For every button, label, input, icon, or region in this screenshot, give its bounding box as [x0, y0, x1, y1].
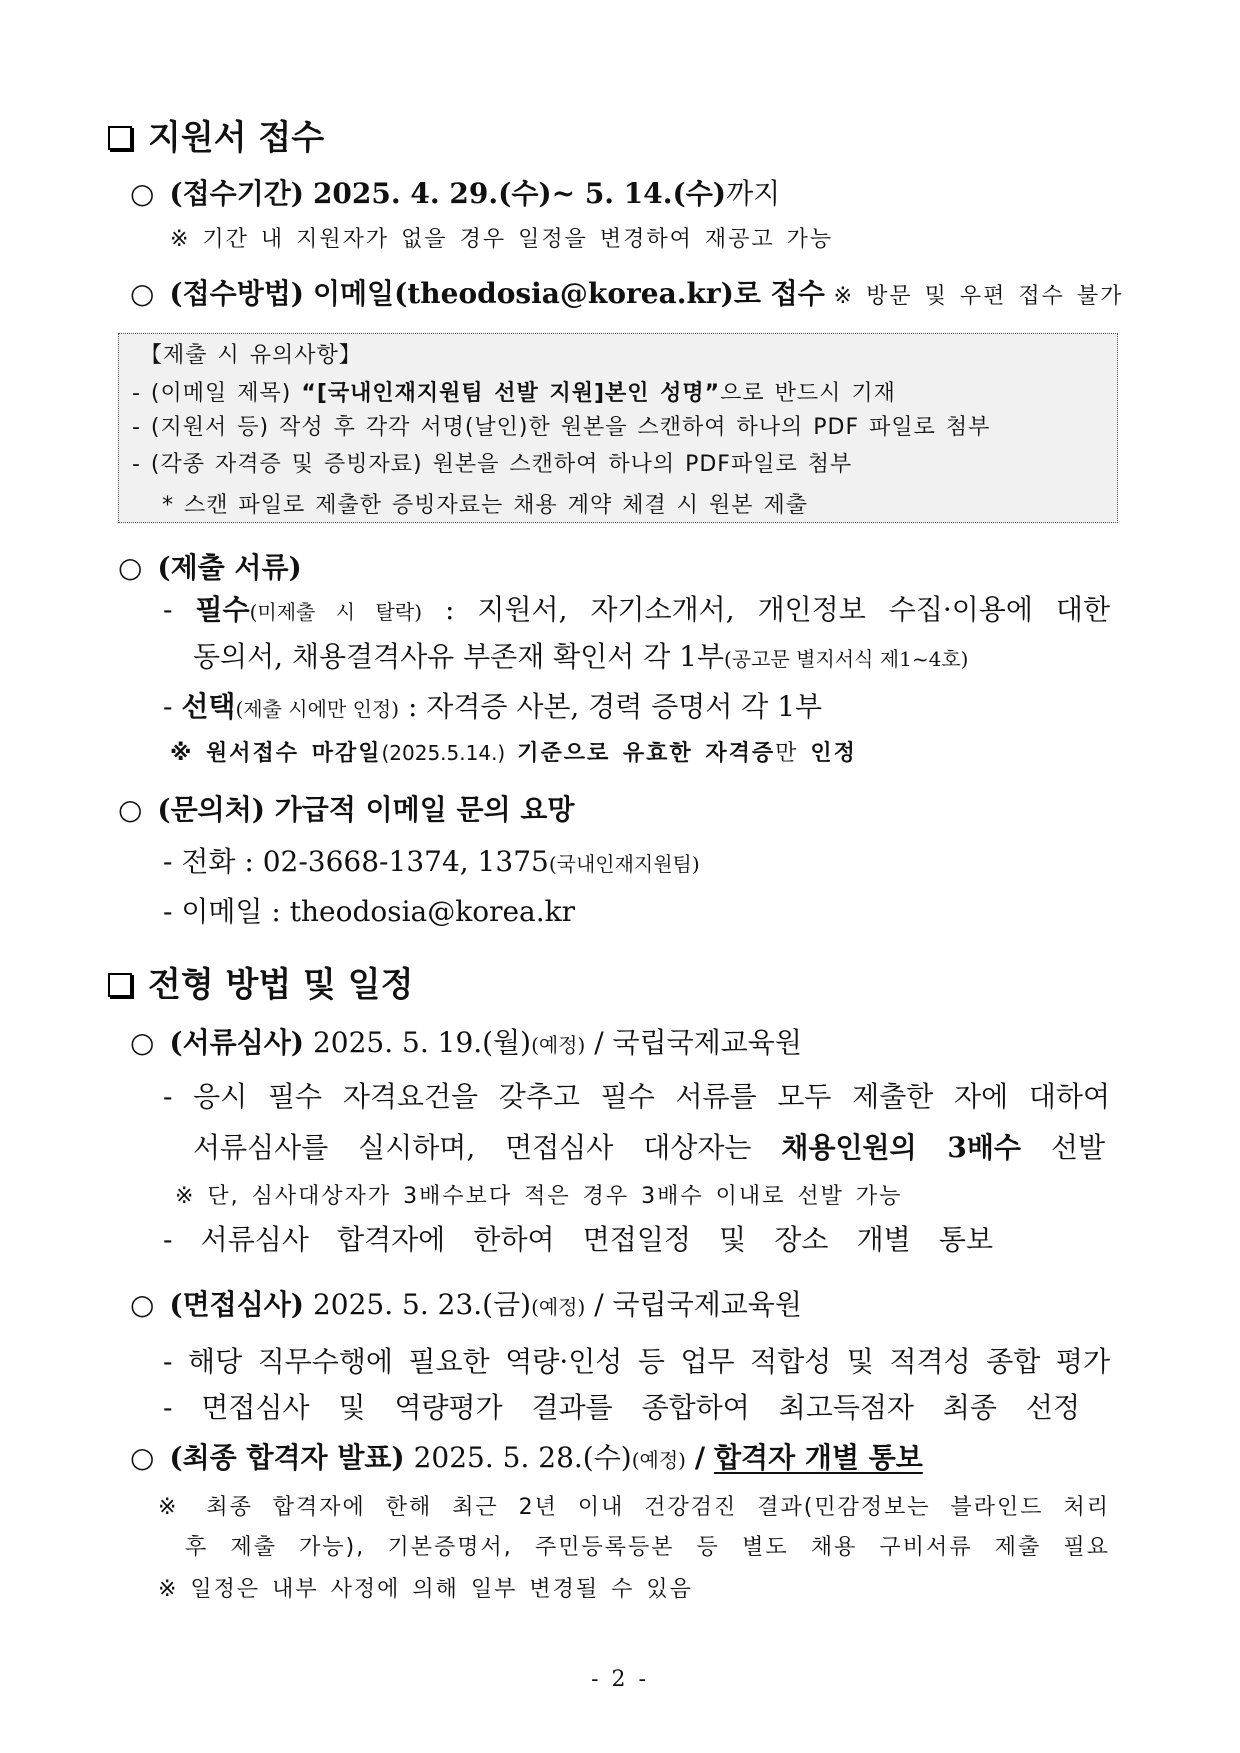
final-method: 합격자 개별 통보 — [714, 1441, 923, 1474]
review-line2-emphasis: 채용인원의 3배수 — [781, 1131, 1021, 1164]
dash: - — [163, 593, 173, 626]
page-number: - 2 - — [591, 1667, 649, 1692]
required-text: : 지원서, 자기소개서, 개인정보 수집·이용에 대한 — [445, 593, 1110, 626]
application-method — [130, 276, 1123, 312]
note-prefix: ※ 원서접수 마감일 — [170, 741, 382, 766]
interview-place: / 국립국제교육원 — [594, 1288, 802, 1321]
note-suffix: 인정 — [810, 741, 857, 766]
final-separator: / — [694, 1441, 706, 1474]
interview-line2: - 면접심사 및 역량평가 결과를 종합하여 최고득점자 최종 선정 — [163, 1391, 1080, 1424]
circle-bullet: ○ — [130, 277, 155, 310]
method-note: ※ 방문 및 우편 접수 불가 — [833, 284, 1124, 309]
section-heading-selection — [108, 965, 413, 1005]
note-mid: 기준으로 유효한 자격증 — [517, 741, 776, 766]
review-line2 — [193, 1130, 1105, 1166]
review-date: 2025. 5. 19.(월) — [312, 1026, 532, 1059]
documents-required-cont — [193, 639, 968, 677]
note-date: (2025.5.14.) — [381, 741, 506, 765]
final-date: 2025. 5. 28.(수) — [413, 1441, 632, 1474]
review-place: / 국립국제교육원 — [594, 1026, 802, 1059]
optional-text: : 자격증 사본, 경력 증명서 각 1부 — [407, 690, 823, 723]
circle-bullet: ○ — [130, 177, 155, 210]
circle-bullet: ○ — [130, 1026, 155, 1059]
notice-title: 【제출 시 유의사항】 — [140, 343, 362, 368]
period-dates: 2025. 4. 29.(수)~ 5. 14.(수) — [312, 177, 727, 210]
method-text: 이메일(theodosia@korea.kr)로 접수 — [312, 277, 825, 310]
notice-footnote: * 스캔 파일로 제출한 증빙자료는 채용 계약 체결 시 원본 제출 — [162, 493, 808, 518]
note-only: 만 — [775, 741, 799, 766]
final-status: (예정) — [631, 1448, 686, 1472]
review-line2-prefix: 서류심사를 실시하며, 면접심사 대상자는 — [193, 1131, 752, 1164]
final-note1: ※ 최종 합격자에 한해 최근 2년 이내 건강검진 결과(민감정보는 블라인드 처리 — [158, 1495, 1110, 1520]
notice-email-subject — [132, 379, 896, 409]
period-suffix: 까지 — [726, 177, 781, 210]
review-label: (서류심사) — [169, 1026, 305, 1059]
review-line3: - 서류심사 합격자에 한하여 면접일정 및 장소 개별 통보 — [163, 1223, 993, 1256]
interview-date: 2025. 5. 23.(금) — [312, 1288, 532, 1321]
notice-email-subject-emphasis: “[국내인재지원팀 선발 지원]본인 성명” — [301, 381, 721, 406]
final-label: (최종 합격자 발표) — [169, 1441, 405, 1474]
interview-line1: - 해당 직무수행에 필요한 역량·인성 등 업무 적합성 및 적격성 종합 평가 — [163, 1345, 1110, 1378]
documents-note — [170, 738, 857, 769]
method-label: (접수방법) — [169, 277, 305, 310]
section-heading-text: 전형 방법 및 일정 — [148, 965, 414, 1005]
phone-team: (국내인재지원팀) — [548, 852, 700, 876]
required-condition: (미제출 시 탈락) — [249, 600, 422, 624]
notice-email-subject-prefix: - (이메일 제목) — [132, 381, 292, 406]
optional-condition: (제출 시에만 인정) — [235, 697, 400, 721]
interview-status: (예정) — [531, 1295, 586, 1319]
application-period — [130, 176, 780, 212]
interview-header — [130, 1287, 802, 1325]
square-bullet-icon — [108, 973, 132, 997]
required-form-ref: (공고문 별지서식 제1~4호) — [724, 647, 969, 671]
contact-phone — [163, 844, 700, 882]
documents-required — [163, 592, 1110, 630]
documents-header — [118, 550, 302, 586]
required-text-cont: 동의서, 채용결격사유 부존재 확인서 각 1부 — [193, 640, 725, 673]
interview-label: (면접심사) — [169, 1288, 305, 1321]
review-note: ※ 단, 심사대상자가 3배수보다 적은 경우 3배수 이내로 선발 가능 — [175, 1184, 903, 1209]
notice-certificates: - (각종 자격증 및 증빙자료) 원본을 스캔하여 하나의 PDF파일로 첨부 — [132, 452, 853, 477]
period-note: ※ 기간 내 지원자가 없을 경우 일정을 변경하여 재공고 가능 — [170, 227, 834, 252]
documents-label: (제출 서류) — [157, 551, 302, 584]
square-bullet-icon — [108, 126, 132, 150]
section-heading-text: 지원서 접수 — [148, 118, 325, 158]
contact-label: (문의처) 가급적 이메일 문의 요망 — [157, 793, 575, 826]
circle-bullet: ○ — [118, 551, 143, 584]
notice-email-subject-suffix: 으로 반드시 기재 — [720, 381, 896, 406]
review-line2-suffix: 선발 — [1050, 1131, 1106, 1164]
circle-bullet: ○ — [130, 1441, 155, 1474]
review-status: (예정) — [531, 1033, 586, 1057]
contact-header — [118, 792, 574, 828]
contact-email: - 이메일 : theodosia@korea.kr — [163, 895, 575, 928]
document-review-header — [130, 1025, 802, 1063]
review-line1: - 응시 필수 자격요건을 갖추고 필수 서류를 모두 제출한 자에 대하여 — [163, 1080, 1110, 1113]
documents-optional — [163, 689, 822, 727]
required-label: 필수 — [195, 593, 250, 626]
optional-label: 선택 — [181, 690, 236, 723]
notice-application-form: - (지원서 등) 작성 후 각각 서명(날인)한 원본을 스캔하여 하나의 PDF 파일로 첨부 — [132, 415, 991, 440]
circle-bullet: ○ — [130, 1288, 155, 1321]
phone-text: - 전화 : 02-3668-1374, 1375 — [163, 845, 549, 878]
period-label: (접수기간) — [169, 177, 305, 210]
circle-bullet: ○ — [118, 793, 143, 826]
final-note1-cont: 후 제출 가능), 기본증명서, 주민등록등본 등 별도 채용 구비서류 제출 필요 — [185, 1535, 1110, 1560]
dash: - — [163, 690, 173, 723]
final-note2: ※ 일정은 내부 사정에 의해 일부 변경될 수 있음 — [158, 1577, 693, 1602]
section-heading-application — [108, 118, 324, 158]
final-announcement-header — [130, 1440, 923, 1478]
